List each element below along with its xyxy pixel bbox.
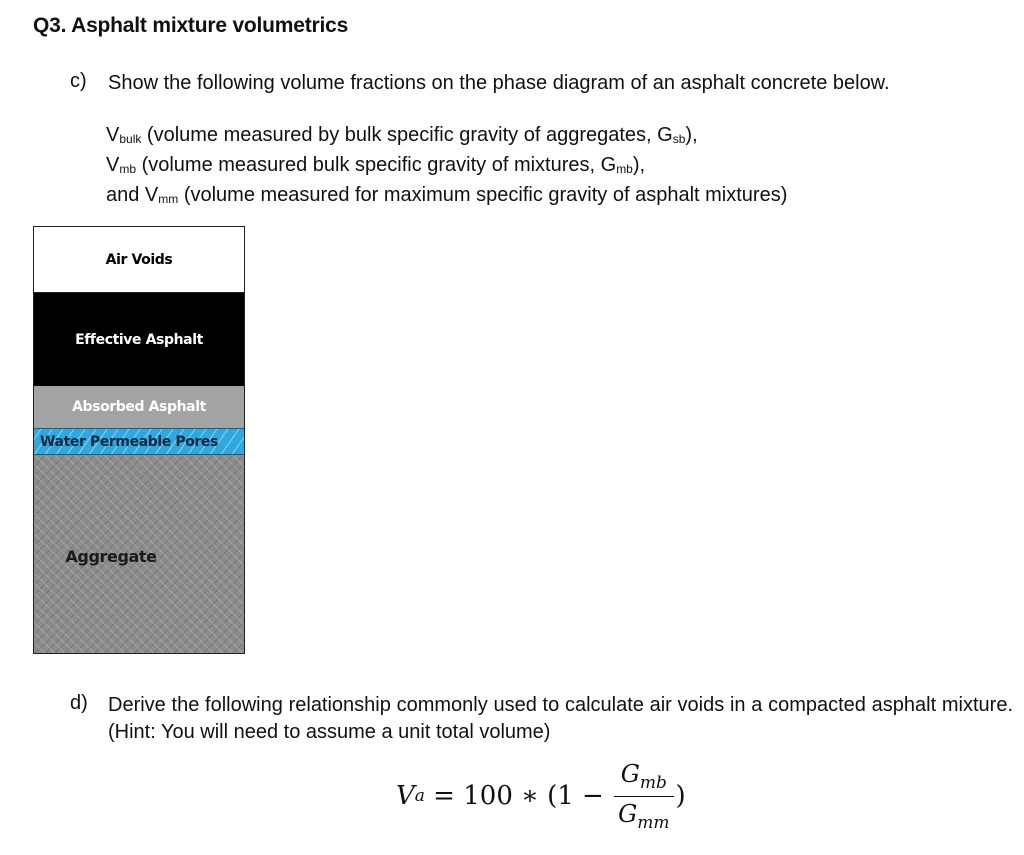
air-voids-label: Air Voids [105,251,173,268]
question-title: Q3. Asphalt mixture volumetrics [33,14,349,37]
eq-fraction-bar [614,796,673,797]
part-c-text: Show the following volume fractions on the phase diagram of an asphalt concrete below. [108,72,890,94]
air-voids-equation [396,756,686,836]
vmm-symbol: and V [106,184,159,206]
water-permeable-pores-label: Water Permeable Pores [40,433,218,450]
effective-asphalt-label: Effective Asphalt [75,331,203,348]
vmm-definition [106,182,787,212]
part-d-text: Derive the following relationship commonly used to calculate air voids in a compacted asphalt mixture. (Hint: You will need to assume a unit total volume) [108,694,1013,743]
eq-lhs-symbol: V [396,781,415,811]
eq-denominator [614,800,673,833]
absorbed-asphalt-layer [34,386,244,428]
eq-fraction [614,760,673,833]
vbulk-text-end: ), [685,124,698,146]
vbulk-text: (volume measured by bulk specific gravity of aggregates, G [141,124,673,146]
vmb-text: (volume measured bulk specific gravity of mixtures, G [136,154,617,176]
eq-numerator [617,760,671,793]
water-permeable-pores-layer [34,428,244,455]
phase-diagram [33,226,245,654]
vmb-definition [106,152,787,182]
vmb-subscript: mb [119,162,137,176]
aggregate-layer [34,455,244,653]
aggregate-label: Aggregate [65,546,157,566]
vmb-symbol: V [106,154,120,176]
vbulk-subscript: bulk [119,132,142,146]
vmm-subscript: mm [158,192,179,206]
air-voids-layer [34,227,244,293]
eq-denominator-subscript: mm [637,812,670,833]
vmm-text: (volume measured for maximum specific gravity of asphalt mixtures) [178,184,788,206]
eq-lhs-subscript: a [414,786,425,806]
effective-asphalt-layer [34,293,244,386]
vbulk-symbol: V [106,124,120,146]
eq-numerator-subscript: mb [639,772,667,793]
gmb-subscript: mb [616,162,633,176]
volume-definitions [106,122,787,212]
eq-middle: = 100 ∗ (1 − [424,781,613,811]
eq-denominator-symbol: G [618,799,638,828]
vbulk-definition [106,122,787,152]
part-d-label: d) [70,692,88,714]
gsb-subscript: sb [672,132,686,146]
eq-close-paren: ) [675,781,686,811]
part-c-label: c) [70,70,87,92]
eq-numerator-symbol: G [620,759,640,788]
vmb-text-end: ), [632,154,646,176]
absorbed-asphalt-label: Absorbed Asphalt [72,399,206,415]
